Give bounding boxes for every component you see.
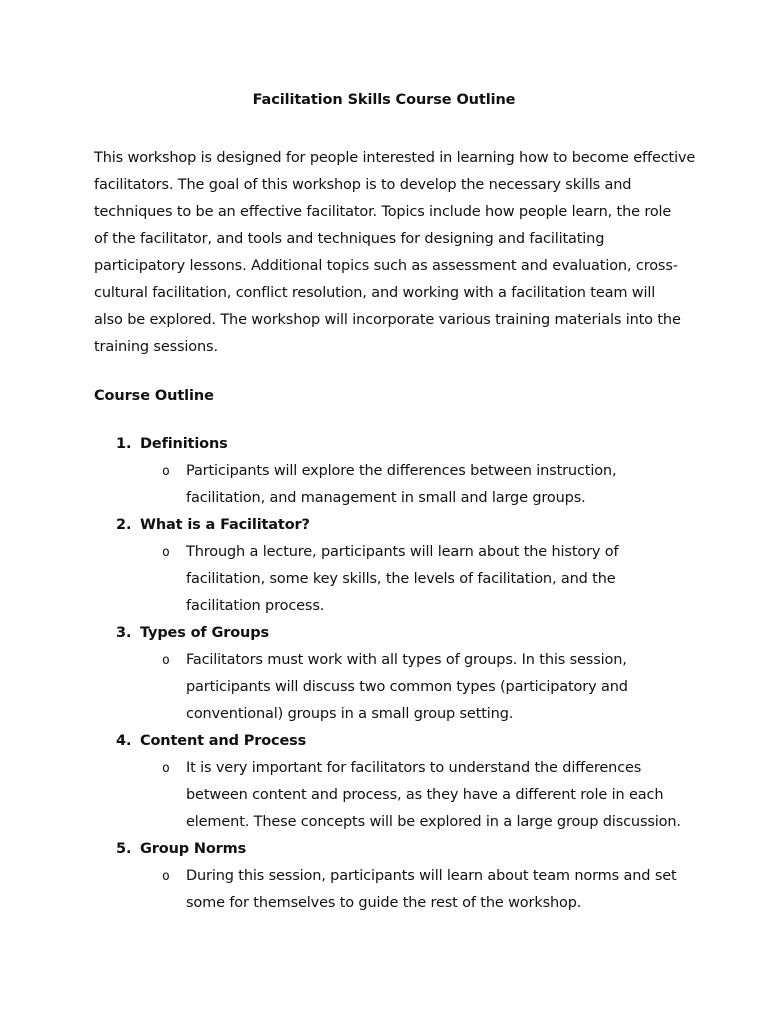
hollow-bullet-icon: o	[162, 464, 170, 479]
course-outline-list	[0, 431, 768, 917]
outline-item-types-of-groups	[0, 620, 768, 728]
outline-item-title: Content and Process	[140, 733, 307, 749]
intro-line: participatory lessons. Additional topics such as assessment and evaluation, cross-	[94, 258, 678, 274]
outline-item-number: 2.	[116, 517, 132, 533]
description-line: facilitation, and management in small and large groups.	[186, 490, 586, 506]
outline-item-description	[0, 647, 768, 728]
outline-item-what-is-a-facilitator	[0, 512, 768, 620]
intro-line: techniques to be an effective facilitator. Topics include how people learn, the role	[94, 204, 672, 220]
outline-item-content-and-process	[0, 728, 768, 836]
description-line: participants will discuss two common types (participatory and	[186, 679, 628, 695]
description-line: facilitation process.	[186, 598, 325, 614]
outline-item-description	[0, 539, 768, 620]
outline-item-text	[186, 755, 706, 836]
outline-item-text	[186, 863, 706, 917]
outline-item-definitions	[0, 431, 768, 512]
outline-item-title: Types of Groups	[140, 625, 269, 641]
outline-item-description	[0, 755, 768, 836]
outline-item-group-norms	[0, 836, 768, 917]
outline-item-heading	[0, 836, 768, 863]
description-line: During this session, participants will learn about team norms and set	[186, 868, 677, 884]
hollow-bullet-icon: o	[162, 653, 170, 668]
intro-line: This workshop is designed for people interested in learning how to become effective	[94, 150, 696, 166]
hollow-bullet-icon: o	[162, 869, 170, 884]
outline-item-number: 5.	[116, 841, 132, 857]
document-title: Facilitation Skills Course Outline	[252, 92, 516, 108]
outline-item-text	[186, 539, 706, 620]
course-outline-heading: Course Outline	[94, 388, 214, 404]
description-line: element. These concepts will be explored in a large group discussion.	[186, 814, 681, 830]
hollow-bullet-icon: o	[162, 545, 170, 560]
outline-item-description	[0, 458, 768, 512]
outline-item-description	[0, 863, 768, 917]
description-line: some for themselves to guide the rest of the workshop.	[186, 895, 582, 911]
description-line: conventional) groups in a small group setting.	[186, 706, 514, 722]
outline-item-title: Definitions	[140, 436, 228, 452]
outline-item-text	[186, 647, 706, 728]
hollow-bullet-icon: o	[162, 761, 170, 776]
outline-item-heading	[0, 728, 768, 755]
intro-line: training sessions.	[94, 339, 218, 355]
outline-item-heading	[0, 620, 768, 647]
outline-item-number: 3.	[116, 625, 132, 641]
intro-paragraph	[94, 145, 694, 361]
description-line: Participants will explore the differences between instruction,	[186, 463, 617, 479]
intro-line: cultural facilitation, conflict resolution, and working with a facilitation team will	[94, 285, 656, 301]
description-line: Facilitators must work with all types of groups. In this session,	[186, 652, 627, 668]
outline-item-heading	[0, 512, 768, 539]
outline-item-title: What is a Facilitator?	[140, 517, 310, 533]
outline-item-number: 1.	[116, 436, 132, 452]
intro-line: of the facilitator, and tools and techniques for designing and facilitating	[94, 231, 605, 247]
outline-item-title: Group Norms	[140, 841, 247, 857]
description-line: facilitation, some key skills, the levels of facilitation, and the	[186, 571, 616, 587]
description-line: Through a lecture, participants will learn about the history of	[186, 544, 619, 560]
outline-item-heading	[0, 431, 768, 458]
intro-line: also be explored. The workshop will incorporate various training materials into the	[94, 312, 681, 328]
outline-item-text	[186, 458, 706, 512]
outline-item-number: 4.	[116, 733, 132, 749]
intro-line: facilitators. The goal of this workshop is to develop the necessary skills and	[94, 177, 632, 193]
description-line: between content and process, as they have a different role in each	[186, 787, 664, 803]
description-line: It is very important for facilitators to understand the differences	[186, 760, 642, 776]
